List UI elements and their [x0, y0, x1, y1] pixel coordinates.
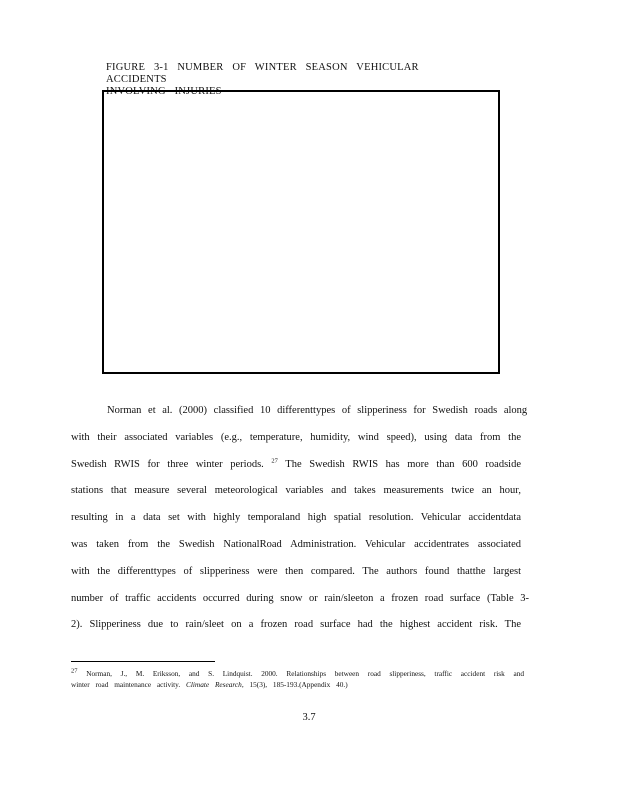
body-line: 2). Slipperiness due to rain/sleet on a frozen road surface had the highest accident risk. The — [71, 619, 521, 631]
body-line — [71, 452, 521, 479]
footnote-line-1 — [71, 668, 524, 679]
footnote-journal-title: Climate Research — [186, 680, 242, 689]
footnote-line-2 — [71, 679, 524, 690]
figure-placeholder-box — [102, 90, 500, 374]
footnote-marker: 27 — [71, 667, 78, 675]
footnote-text: , 15(3), 185-193.(Appendix 40.) — [241, 680, 348, 689]
body-line-part: Swedish RWIS for three winter periods. — [71, 458, 264, 470]
body-line: with their associated variables (e.g., temperature, humidity, wind speed), using data from the — [71, 431, 521, 443]
footnote-reference: 27 — [271, 457, 278, 465]
footnote — [71, 668, 524, 690]
body-line: was taken from the Swedish NationalRoad Administration. Vehicular accidentrates associated — [71, 538, 521, 550]
body-line: with the differenttypes of slipperiness were then compared. The authors found thatthe largest — [71, 565, 521, 577]
body-paragraph — [71, 398, 529, 639]
figure-caption-line-2: INVOLVING INJURIES — [106, 86, 222, 97]
page-number: 3.7 — [302, 712, 316, 723]
footnote-separator — [71, 661, 215, 662]
figure-caption-line-1: FIGURE 3-1 NUMBER OF WINTER SEASON VEHICULAR ACCIDENTS — [106, 62, 419, 85]
body-line: stations that measure several meteorological variables and takes measurements twice an hour, — [71, 485, 521, 497]
body-line-part: The Swedish RWIS has more than 600 roadside — [285, 458, 521, 470]
body-line: resulting in a data set with highly temporaland high spatial resolution. Vehicular accidentdata — [71, 512, 521, 524]
body-line: Norman et al. (2000) classified 10 differenttypes of slipperiness for Swedish roads along — [107, 405, 528, 416]
body-line: number of traffic accidents occurred during snow or rain/sleeton a frozen road surface (Table 3- — [71, 592, 529, 604]
footnote-text: winter road maintenance activity. — [71, 680, 181, 689]
footnote-text: Norman, J., M. Eriksson, and S. Lindquist. 2000. Relationships between road slipperiness, traffic accident risk and — [86, 669, 524, 678]
